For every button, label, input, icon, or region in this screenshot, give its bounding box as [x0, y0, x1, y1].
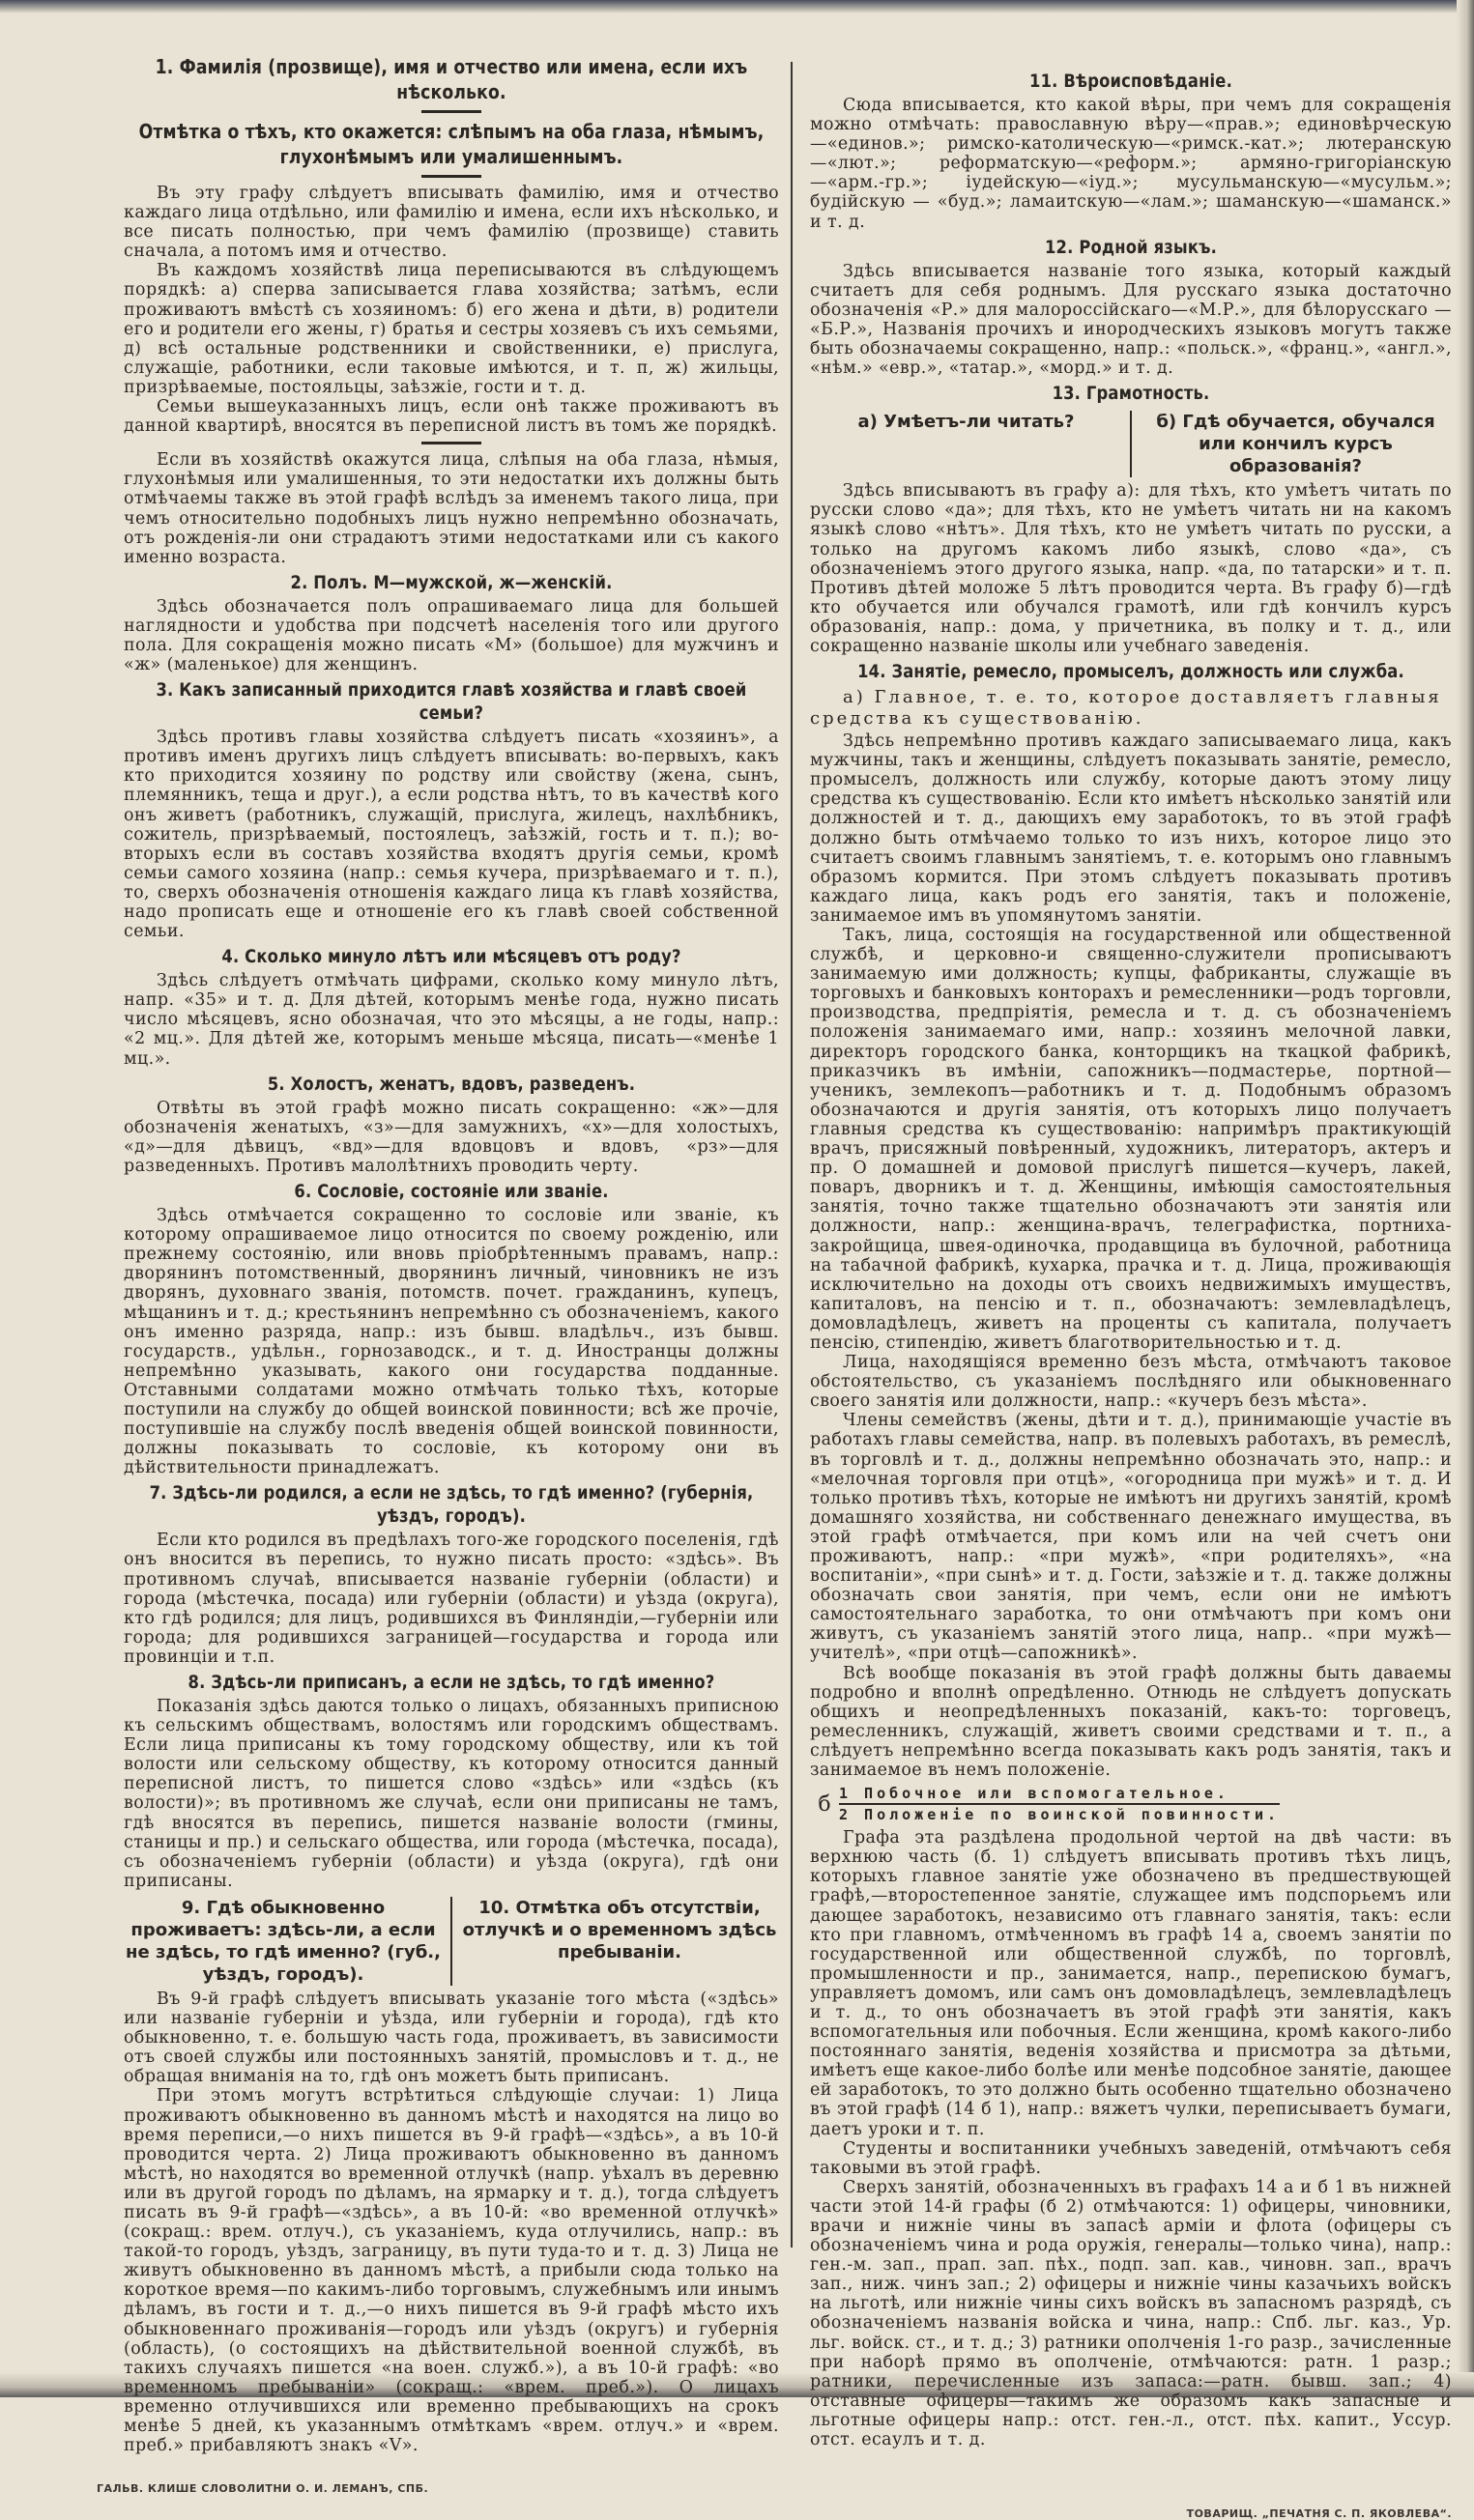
paper-top-edge	[0, 0, 1474, 14]
paragraph: Студенты и воспитанники учебныхъ заведеній, отмѣчаютъ себя таковыми въ этой графѣ.	[810, 2138, 1452, 2178]
section-14a-heading: а) Главное, т. е. то, которое доставляетъ главныя средства къ существованію.	[810, 687, 1442, 730]
paragraph: Здѣсь отмѣчается сокращенно то сословіе или званіе, къ которому опрашиваемое лицо относится по своему рожденію, или прежнему состоянію, или вновь пріобрѣтеннымъ правамъ, напр.: дворянинъ потомственный, дворянинъ личный, чиновникъ не изъ дворянъ, духовнаго званія, потомств. почет. гражданинъ, купецъ, мѣщанинъ и т. д.; крестьянинъ непремѣнно съ обозначеніемъ, какого онъ именно разряда, напр.: изъ бывш. владѣльч., изъ бывш. государств., удѣльн., горнозаводск., и т. д. Иностранцы должны непремѣнно указывать, какого они государства подданные. Отставными солдатами можно отмѣчать только тѣхъ, которые поступили на службу до общей воинской повинности; всѣ же прочіе, поступившіе на службу послѣ введенія общей воинской повинности, должны показывать то сословіе, къ которому они въ дѣйствительности принадлежатъ.	[124, 1206, 779, 1478]
divider-rule	[421, 110, 481, 113]
paragraph: Сюда вписывается, кто какой вѣры, при чемъ для сокращенія можно отмѣчать: православную вѣру—«прав.»; единовѣрческую—«единов.»; римско-католическую—«римск.-кат.»; лютеранскую—«лют.»; реформатскую—«реформ.»; армяно-григоріанскую—«арм.-гр.»; іудейскую—«іуд.»; мусульманскую—«мусульм.»; будійскую — «буд.»; ламаитскую—«лам.»; шаманскую—«шаманск.» и т. д.	[810, 96, 1452, 232]
paragraph: Здѣсь противъ главы хозяйства слѣдуетъ писать «хозяинъ», а противъ именъ другихъ лицъ слѣдуетъ вписывать: во-первыхъ, какъ кто приходится хозяину по родству или свойству (жена, сынъ, племянникъ, теща и друг.), а если родства нѣтъ, то въ качествѣ кого онъ живетъ (работникъ, служащій, прислуга, жилецъ, нахлѣбникъ, сожитель, призрѣваемый, постоялецъ, заѣзжій, гость и т. п.); во-вторыхъ если въ составъ хозяйства входятъ другія семьи, кромѣ семьи самого хозяина (напр.: семья кучера, призрѣваемаго и т. п.), то, сверхъ обозначенія отношенія каждаго лица къ главѣ хозяйства, надо прописать еще и отношеніе его къ главѣ своей собственной семьи.	[124, 728, 779, 942]
section-14b2-heading: 2 Положеніе по воинской повинности.	[839, 1806, 1281, 1824]
paragraph: Сверхъ занятій, обозначенныхъ въ графахъ 14 а и б 1 въ нижней части этой 14-й графы (б 2) отмѣчаются: 1) офицеры, чиновники, врачи и нижніе чины въ запасѣ арміи и флота (офицеры съ обозначеніемъ чина и рода оружія, генералы—только чина), напр.: ген.-м. зап., прап. зап. пѣх., подп. зап. кав., чиновн. зап., врачъ зап., ниж. чинъ зап.; 2) офицеры и нижніе чины казачьихъ войскъ на льготѣ, или нижніе чины сихъ войскъ въ запасномъ разрядѣ, съ обозначеніемъ названія войска и чина, напр.: Спб. льг. каз., Ур. льг. войск. ст., и т. д.; 3) ратники ополченія 1-го разр., зачисленные при наборѣ прямо въ ополченіе, отмѣчаются: ратн. 1 разр.; ратники, перечисленные изъ запаса:—ратн. бывш. зап.; 4) отставные офицеры—такимъ же образомъ какъ запасные и льготные офицеры напр.: отст. ген.-л., отст. пѣх. капит., Уссур. отст. есаулъ и т. д.	[810, 2177, 1452, 2450]
paragraph: Въ 9-й графѣ слѣдуетъ вписывать указаніе того мѣста («здѣсь» или названіе губерніи и уѣзда, или губерніи и города), гдѣ кто обыкновенно, т. е. большую часть года, проживаетъ, въ зависимости отъ своей службы или постоянныхъ занятій, промысловъ и т. д., не обращая вниманія на то, гдѣ онъ можетъ быть приписанъ.	[124, 1989, 779, 2087]
section-11-heading: 11. Вѣроисповѣданіе.	[1029, 71, 1232, 92]
paragraph: Если кто родился въ предѣлахъ того-же городского поселенія, гдѣ онъ вносится въ перепись, то нужно писать просто: «здѣсь». Въ противномъ случаѣ, вписывается названіе губерніи (области) и города (мѣстечка, посада) или губерніи (области) и уѣзда (округа), кто гдѣ родился; для лицъ, родившихся въ Финляндіи,—губерніи или города; для родившихся заграницей—государства и города или провинціи и т.п.	[124, 1531, 779, 1667]
left-column	[97, 50, 779, 2496]
divider-rule	[421, 175, 481, 178]
paragraph: Семьи вышеуказанныхъ лицъ, если онѣ также проживаютъ въ данной квартирѣ, вносятся въ переписной листъ въ томъ же порядкѣ.	[124, 397, 779, 437]
paragraph: Члены семействъ (жены, дѣти и т. д.), принимающіе участіе въ работахъ главы семейства, напр. въ полевыхъ работахъ, въ ремеслѣ, въ торговлѣ и т. д., должны непремѣнно обозначать это, напр.: и «мелочная торговля при отцѣ», «огородница при мужѣ» и т. д. И только противъ тѣхъ, которые не имѣютъ ни другихъ занятій, кромѣ домашняго хозяйства, ни собственнаго денежнаго имущества, въ этой графѣ отмѣчается, при комъ или на чей счетъ они проживаютъ, напр.: «при мужѣ», «при родителяхъ», «на воспитаніи», «при сынѣ» и т. д. Гости, заѣзжіе и т. д. также должны обозначать свои занятія, при чемъ, если они не имѣютъ самостоятельнаго заработка, то они отмѣчаютъ при комъ они живутъ, съ указаніемъ занятій этого лица, напр.. «при мужѣ—учителѣ», «при отцѣ—сапожникѣ».	[810, 1411, 1452, 1664]
section-3-heading: 3. Какъ записанный приходится главѣ хозяйства и главѣ своей семьи?	[156, 679, 747, 725]
section-13a-heading: а) Умѣетъ-ли читать?	[857, 412, 1075, 433]
paragraph: Здѣсь вписывается названіе того языка, который каждый считаетъ для себя роднымъ. Для русскаго языка достаточно обозначенія «Р.» для малороссійскаго—«М.Р.», для бѣлорусскаго — «Б.Р.», Названія прочихъ и инородческихъ языковъ могутъ также быть обозначаемы сокращенно, напр.: «польск.», «франц.», «англ.», «нѣм.» «евр.», «татар.», «морд.» и т. д.	[810, 261, 1452, 379]
right-column	[810, 66, 1452, 2520]
paragraph: Если въ хозяйствѣ окажутся лица, слѣпыя на оба глаза, нѣмыя, глухонѣмыя или умалишенныя, то эти недостатки ихъ должны быть отмѣчаемы также въ этой графѣ вслѣдъ за именемъ такого лица, при чемъ относительно подобныхъ лицъ нужно непремѣнно обозначать, отъ рожденія-ли они страдаютъ этими недостатками или съ какого именно возраста.	[124, 450, 779, 567]
column-divider	[791, 62, 793, 2248]
section-1b-heading: Отмѣтка о тѣхъ, кто окажется: слѣпымъ на оба глаза, нѣмымъ, глухонѣмымъ или умалишеннымъ.	[138, 120, 765, 168]
section-1-heading: 1. Фамилія (прозвище), имя и отчество или имена, если ихъ нѣсколько.	[155, 55, 748, 103]
section-8-heading: 8. Здѣсь-ли приписанъ, а если не здѣсь, то гдѣ именно?	[188, 1672, 715, 1693]
paragraph: Показанія здѣсь даются только о лицахъ, обязанныхъ приписною къ сельскимъ обществамъ, волостямъ или городскимъ обществамъ. Если лица приписаны къ тому городскому обществу, или къ той волости или сельскому обществу, къ которому относится данный переписной листъ, то пишется слово «здѣсь» или «здѣсь (къ волости)»; въ противномъ же случаѣ, если они приписаны не тамъ, гдѣ вносятся въ перепись, пишется названіе волости (гмины, станицы и пр.) и сельскаго общества, или города (мѣстечка, посада), съ обозначеніемъ губерніи (области) и уѣзда (округа), гдѣ они приписаны.	[124, 1697, 779, 1891]
section-6-heading: 6. Сословіе, состояніе или званіе.	[294, 1181, 609, 1203]
paragraph: Въ эту графу слѣдуетъ вписывать фамилію, имя и отчество каждаго лица отдѣльно, или фамилію и имена, если ихъ нѣсколько, и все писать полностью, при чемъ фамилію (прозвище) ставить сначала, а потомъ имя и отчество.	[124, 184, 779, 262]
paragraph: Графа эта раздѣлена продольной чертой на двѣ части: въ верхнюю часть (б. 1) слѣдуетъ вписывать противъ тѣхъ лицъ, которыхъ главное занятіе уже обозначено въ предшествующей графѣ,—второстепенное занятіе, служащее имъ подспорьемъ или дающее заработокъ, независимо отъ главнаго занятія, такъ: если кто при главномъ, отмѣченномъ въ графѣ 14 а, своемъ занятіи по государственной или общественной службѣ, по торговлѣ, промышленности и пр., занимается, напр., перепискою бумагъ, управляетъ домомъ, или самъ онъ домовладѣлецъ, землевладѣлецъ и т. д., то онъ обозначаетъ въ этой графѣ эти занятія, какъ вспомогательныя или побочныя. Если женщина, кромѣ какого-либо постояннаго занятія, веденія хозяйства и присмотра за дѣтьми, имѣетъ еще какое-либо болѣе или менѣе подсобное занятіе, дающее ей заработокъ, то это должно быть особенно тщательно обозначено въ этой графѣ (14 б 1), напр.: вяжетъ чулки, переписываетъ бумаги, даетъ уроки и т. п.	[810, 1828, 1452, 2139]
paragraph: Всѣ вообще показанія въ этой графѣ должны быть даваемы подробно и вполнѣ опредѣленно. Отнюдь не слѣдуетъ допускать общихъ и неопредѣленныхъ показаній, какъ-то: торговецъ, ремесленникъ, служащій, живетъ своими средствами и т. п., а слѣдуетъ непремѣнно всегда показывать какъ родъ занятія, такъ и занимаемое въ немъ положеніе.	[810, 1663, 1452, 1781]
paragraph: При этомъ могутъ встрѣтиться слѣдующіе случаи: 1) Лица проживаютъ обыкновенно въ данномъ мѣстѣ и находятся на лицо во время переписи,—о нихъ пишется въ 9-й графѣ—«здѣсь», а въ 10-й проводится черта. 2) Лица проживаютъ обыкновенно въ данномъ мѣстѣ, но находятся во временной отлучкѣ (напр. уѣхалъ въ деревню или въ другой городъ по дѣламъ, на ярмарку и т. д.), тогда слѣдуетъ писать въ 9-й графѣ—«здѣсь», а въ 10-й: «во временной отлучкѣ» (сокращ.: врем. отлуч.), съ указаніемъ, куда отлучились, напр.: въ такой-то городъ, уѣздъ, заграницу, въ пути туда-то и т. д. 3) Лица не живутъ обыкновенно въ данномъ мѣстѣ, а прибыли сюда только на короткое время—по какимъ-либо торговымъ, служебнымъ или инымъ дѣламъ, въ гости и т. д.,—о нихъ пишется въ 9-й графѣ мѣсто ихъ обыкновеннаго проживанія—городъ или уѣздъ (округъ) и губернія (область), (о состоящихъ на дѣйствительной военной службѣ, въ такихъ случаяхъ пишется «на воен. служб.»), а въ 10-й графѣ: «во временномъ пребываніи» (сокращ.: «врем. преб.»). О лицахъ временно отлучившихся или временно пребывающихъ на срокъ менѣе 5 дней, къ указаннымъ отмѣткамъ «врем. отлуч.» и «врем. преб.» прибавляютъ знакъ «V».	[124, 2086, 779, 2456]
paper-right-edge	[1457, 0, 1474, 2397]
section-2-heading: 2. Полъ. М—мужской, ж—женскій.	[290, 571, 613, 593]
section-14b1-heading: 1 Побочное или вспомогательное.	[839, 1784, 1280, 1805]
paragraph: Здѣсь слѣдуетъ отмѣчать цифрами, сколько кому минуло лѣтъ, напр. «35» и т. д. Для дѣтей, которымъ менѣе года, нужно писать число мѣсяцевъ, ясно обозначая, что это мѣсяцы, а не годы, напр.: «2 мц.». Для дѣтей же, которымъ меньше мѣсяца, писать—«менѣе 1 мц.».	[124, 971, 779, 1069]
section-5-heading: 5. Холостъ, женатъ, вдовъ, разведенъ.	[267, 1073, 636, 1095]
section-14b-headings	[810, 1784, 1452, 1824]
section-9-heading: 9. Гдѣ обыкновенно проживаетъ: здѣсь-ли, а если не здѣсь, то гдѣ именно? (губ., уѣздъ, городъ).	[126, 1897, 441, 1985]
paragraph: Отвѣты въ этой графѣ можно писать сокращенно: «ж»—для обозначенія женатыхъ, «з»—для замужнихъ, «х»—для холостыхъ, «д»—для дѣвицъ, «вд»—для вдовцовъ и вдовъ, «рз»—для разведенныхъ. Противъ малолѣтнихъ проводить черту.	[124, 1098, 779, 1176]
paragraph: Лица, находящіяся временно безъ мѣста, отмѣчаютъ таковое обстоятельство, съ указаніемъ послѣдняго или обыкновеннаго своего занятія или должности, напр.: «кучеръ безъ мѣста».	[810, 1353, 1452, 1412]
divider-rule	[421, 442, 481, 444]
section-13-subheadings	[810, 411, 1452, 477]
printer-imprint-left: ГАЛЬВ. КЛИШЕ СЛОВОЛИТНИ О. И. ЛЕМАНЪ, СПБ.	[97, 2482, 429, 2496]
section-10-heading: 10. Отмѣтка объ отсутствіи, отлучкѣ и о временномъ здѣсь пребываніи.	[462, 1897, 777, 1962]
section-14-heading: 14. Занятіе, ремесло, промыселъ, должность или служба.	[857, 661, 1404, 683]
section-4-heading: 4. Сколько минуло лѣтъ или мѣсяцевъ отъ роду?	[221, 946, 681, 968]
paragraph: Здѣсь непремѣнно противъ каждаго записываемаго лица, какъ мужчины, такъ и женщины, слѣдуетъ показывать занятіе, ремесло, промыселъ, должность или службу, которые даютъ этому лицу средства къ существованію. Если кто имѣетъ нѣсколько занятій или должностей и т. д., дающихъ ему заработокъ, то въ этой графѣ должно быть отмѣчаемо только то изъ нихъ, которое лицо это считаетъ своимъ главнымъ занятіемъ, т. е. которымъ оно главнымъ образомъ кормится. При этомъ слѣдуетъ показывать противъ каждаго лица, какъ родъ его занятія, такъ и положеніе, занимаемое имъ въ упомянутомъ занятіи.	[810, 731, 1452, 926]
section-13b-heading: б) Гдѣ обучается, обучался или кончилъ курсъ образованія?	[1156, 412, 1435, 477]
paragraph: Въ каждомъ хозяйствѣ лица переписываются въ слѣдующемъ порядкѣ: а) сперва записывается глава хозяйства; затѣмъ, если проживаютъ вмѣстѣ съ хозяиномъ: б) его жена и дѣти, в) родители его и родители его жены, г) братья и сестры хозяевъ съ ихъ семьями, д) всѣ остальные родственники и свойственники, е) прислуга, служащіе, работники, если таковые имѣются, и т. п, ж) жильцы, призрѣваемые, постояльцы, заѣзжіе, гости и т. д.	[124, 261, 779, 397]
paragraph: Такъ, лица, состоящія на государственной или общественной службѣ, и церковно-и священно-служители прописываютъ занимаемую ими должность; купцы, фабриканты, служащіе въ торговыхъ и банковыхъ конторахъ и ремесленники—родъ торговли, производства, предпріятія, ремесла и т. д. съ обозначеніемъ положенія занимаемаго ими, напр.: хозяинъ мелочной лавки, директоръ городского банка, конторщикъ на ткацкой фабрикѣ, приказчикъ въ имѣніи, сапожникъ—подмастерье, портной—ученикъ, землекопъ—работникъ и т. д. Подобнымъ образомъ обозначаются и другія занятія, отъ которыхъ лицо получаетъ главныя средства къ существованію: напримѣръ практикующій врачъ, присяжный повѣренный, художникъ, литераторъ, актеръ и пр. О домашней и домовой прислугѣ пишется—кучеръ, лакей, поваръ, дворникъ и т. д. Женщины, имѣющія самостоятельныя занятія, точно также тщательно обозначаютъ эти занятія или должности, напр.: женщина-врачъ, телеграфистка, портниха-закройщица, швея-одиночка, продавщица въ булочной, работница на табачной фабрикѣ, кухарка, прачка и т. д. Лица, проживающія исключительно на доходы отъ своихъ недвижимыхъ имуществъ, капиталовъ, на пенсію и т. п., обозначаютъ: землевладѣлецъ, домовладѣлецъ, живетъ на проценты съ капитала, получаетъ пенсію, стипендію, живетъ благотворительностью и т. д.	[810, 926, 1452, 1353]
section-7-heading: 7. Здѣсь-ли родился, а если не здѣсь, то гдѣ именно? (губернія, уѣздъ, городъ).	[149, 1482, 754, 1528]
section-13-heading: 13. Грамотность.	[1052, 383, 1210, 405]
section-12-heading: 12. Родной языкъ.	[1045, 236, 1217, 258]
paragraph: Здѣсь вписываютъ въ графу а): для тѣхъ, кто умѣетъ читать по русски слово «да»; для тѣхъ, кто не умѣетъ читать ни на какомъ языкѣ слово «нѣтъ». Для тѣхъ, кто не умѣетъ читать по русски, а только на другомъ какомъ либо языкѣ, слово «да», съ обозначеніемъ этого другого языка, напр. «да, по татарски» и т. п. Противъ дѣтей моложе 5 лѣтъ проводится черта. Въ графу б)—гдѣ кто обучается или обучался грамотѣ, или гдѣ кончилъ курсъ образованія, напр.: дома, у причетника, въ полку и т. д., или сокращенно названіе школы или учебнаго заведенія.	[810, 481, 1452, 656]
sections-9-10-headings	[124, 1897, 779, 1986]
paragraph: Здѣсь обозначается полъ опрашиваемаго лица для большей наглядности и удобства при подсчетѣ населенія того или другого пола. Для сокращенія можно писать «М» (большое) для мужчинъ и «ж» (маленькое) для женщинъ.	[124, 596, 779, 675]
printer-imprint-right: ТОВАРИЩ. „ПЕЧАТНЯ С. П. ЯКОВЛЕВА“.	[1186, 2507, 1452, 2520]
section-14b-letter: б	[818, 1791, 831, 1817]
